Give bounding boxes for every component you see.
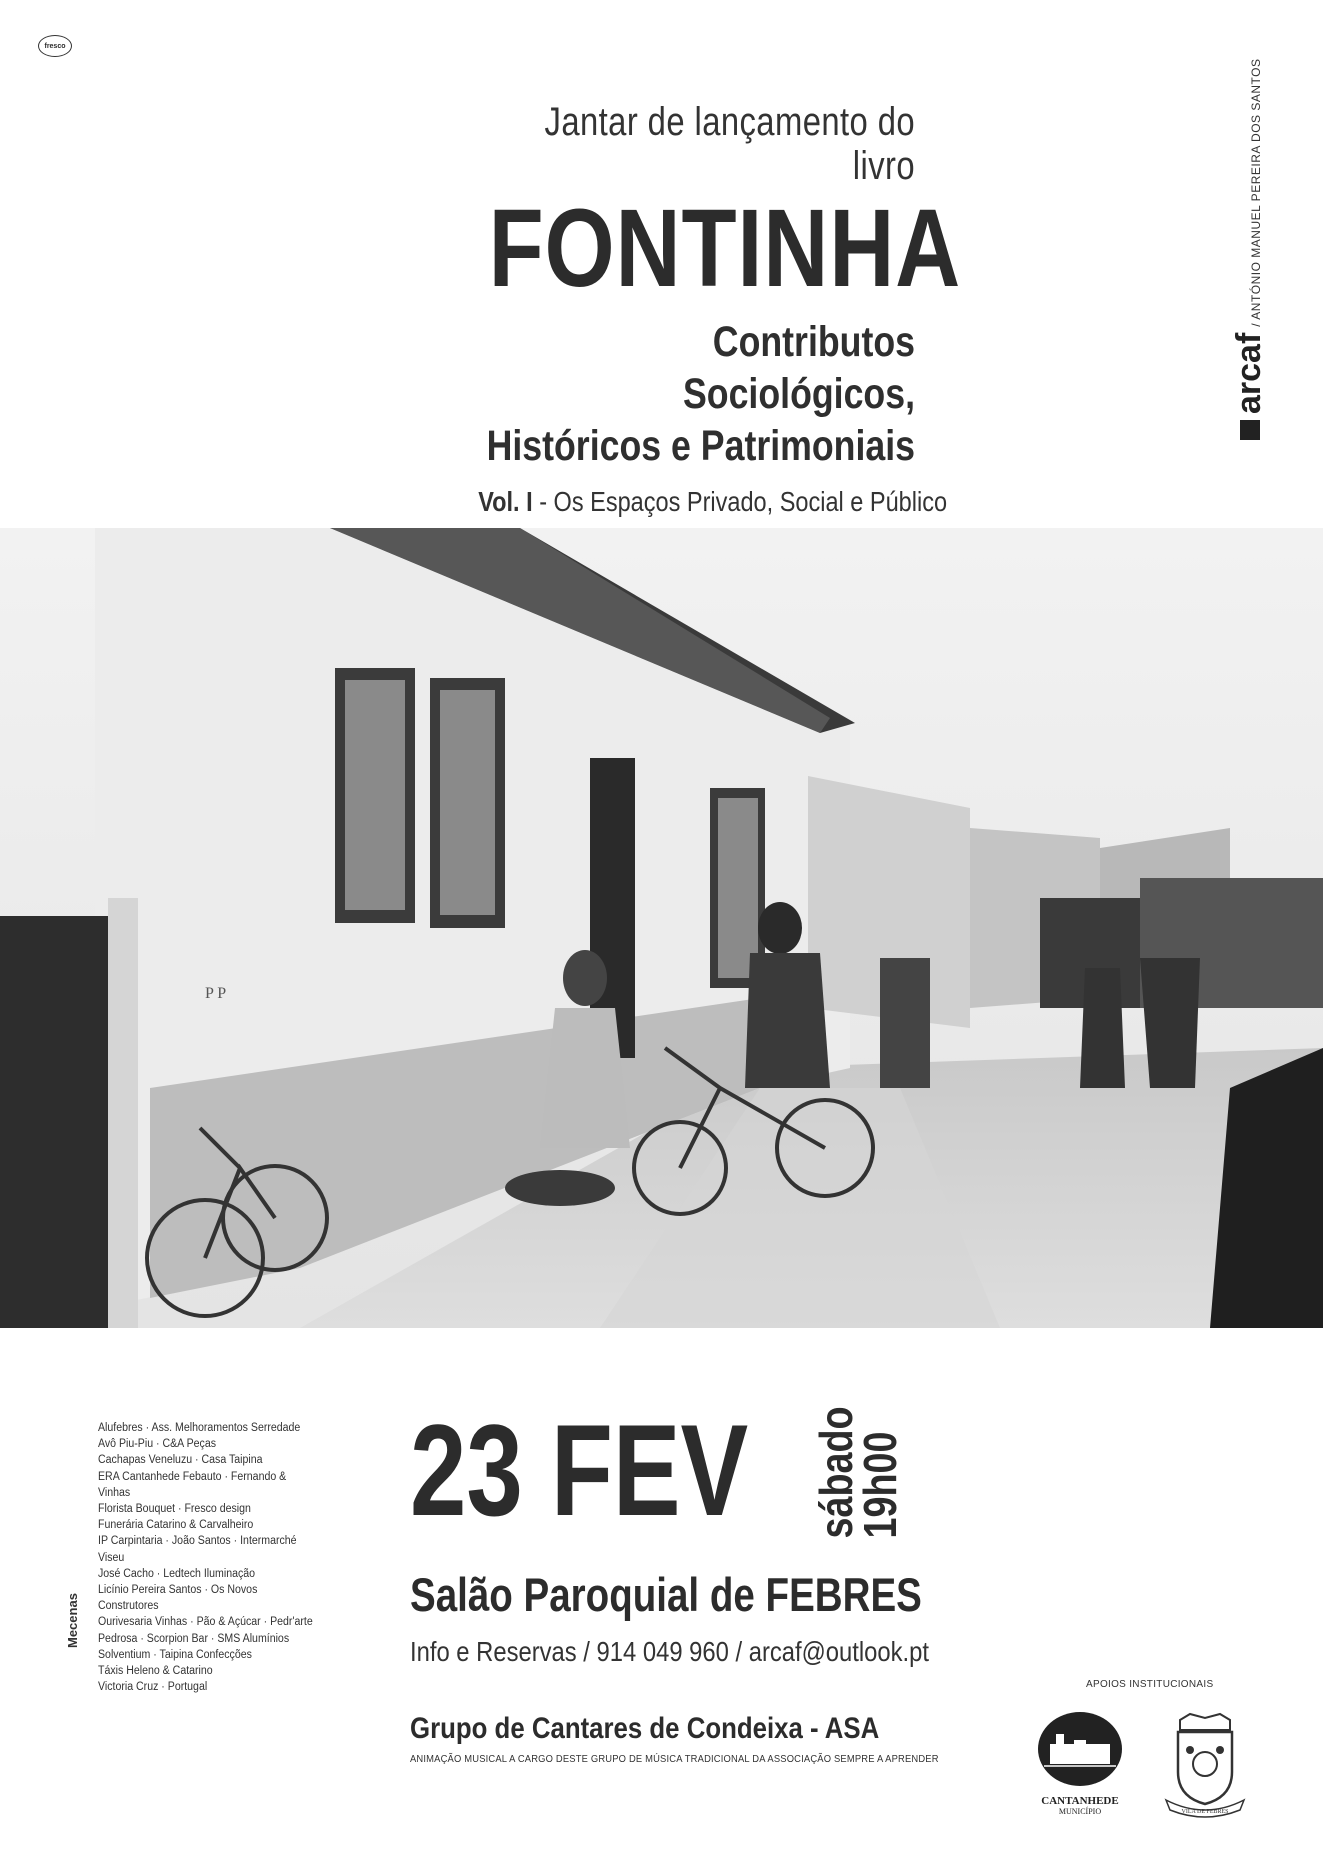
febres-ribbon-text: VILA DE FEBRES [1181,1809,1229,1815]
sponsor-line: Táxis Heleno & Catarino [98,1665,213,1678]
music-info [410,1712,939,1765]
music-group-title: Grupo de Cantares de Condeixa - ASA [410,1712,880,1745]
title-block [395,100,962,518]
volume-line [478,486,948,518]
cantanhede-name: CANTANHEDE [1041,1795,1119,1807]
sponsor-line: Cachapas Veneluzu · Casa Taipina [98,1454,263,1467]
street-scene-illustration [0,528,1323,1328]
event-venue: Salão Paroquial de FEBRES [410,1568,922,1621]
brand-author: / ANTÓNIO MANUEL PEREIRA DOS SANTOS [1249,58,1263,327]
event-contact: Info e Reservas / 914 049 960 / arcaf@outlook.pt [410,1636,929,1667]
sponsor-line: Pedrosa · Scorpion Bar · SMS Alumínios [98,1632,290,1645]
music-group-description: ANIMAÇÃO MUSICAL A CARGO DESTE GRUPO DE MÚSICA TRADICIONAL DA ASSOCIAÇÃO SEMPRE A APRENDER [410,1754,939,1765]
subtitle [483,316,915,472]
pre-title: Jantar de lançamento do livro [544,100,915,188]
sponsor-line: Alufebres · Ass. Melhoramentos Serredade [98,1422,301,1434]
subtitle-line-1: Contributos Sociológicos, [682,318,915,418]
cantanhede-subtitle: MUNICÍPIO [1058,1807,1102,1816]
fresco-logo: fresco [38,35,72,57]
sponsor-line: Florista Bouquet · Fresco design [98,1503,251,1516]
cantanhede-logo [1025,1710,1135,1816]
volume-description: - Os Espaços Privado, Social e Público [532,486,948,517]
event-day: sábado [810,1406,862,1539]
febres-coat-of-arms-icon [1160,1712,1250,1822]
arcaf-brand [1230,58,1269,440]
sponsor-line: IP Carpintaria · João Santos · Intermarché Viseu [98,1535,297,1564]
brand-name: arcaf [1230,332,1268,414]
sponsor-line: José Cacho · Ledtech Iluminação [98,1567,256,1580]
volume-label: Vol. I [478,486,533,517]
book-title: FONTINHA [488,187,962,310]
sponsor-line: ERA Cantanhede Febauto · Fernando & Vinhas [98,1470,287,1499]
mecenas-label: Mecenas [65,1593,80,1648]
day-time-block [800,1405,920,1555]
support-label: APOIOS INSTITUCIONAIS [1086,1679,1214,1690]
event-info [410,1397,930,1668]
door-initials: P P [205,985,227,1002]
sponsor-line: Ourivesaria Vinhas · Pão & Açúcar · Pedr'arte [98,1616,313,1629]
sponsor-list [98,1420,319,1695]
sponsor-line: Avô Piu-Piu · C&A Peças [98,1438,217,1451]
event-time: 19h00 [854,1431,906,1539]
date-row [410,1397,930,1555]
subtitle-line-2: Históricos e Patrimoniais [486,422,915,470]
sponsor-line: Funerária Catarino & Carvalheiro [98,1519,254,1532]
sponsor-line: Victoria Cruz · Portugal [98,1681,208,1694]
sponsor-line: Licínio Pereira Santos · Os Novos Construtores [98,1584,258,1613]
cantanhede-seal-icon [1036,1710,1124,1788]
brand-square-icon [1240,420,1260,440]
sponsor-line: Solventium · Taipina Confecções [98,1648,252,1661]
event-date: 23 FEV [410,1397,749,1543]
historic-street-photo [0,528,1323,1328]
